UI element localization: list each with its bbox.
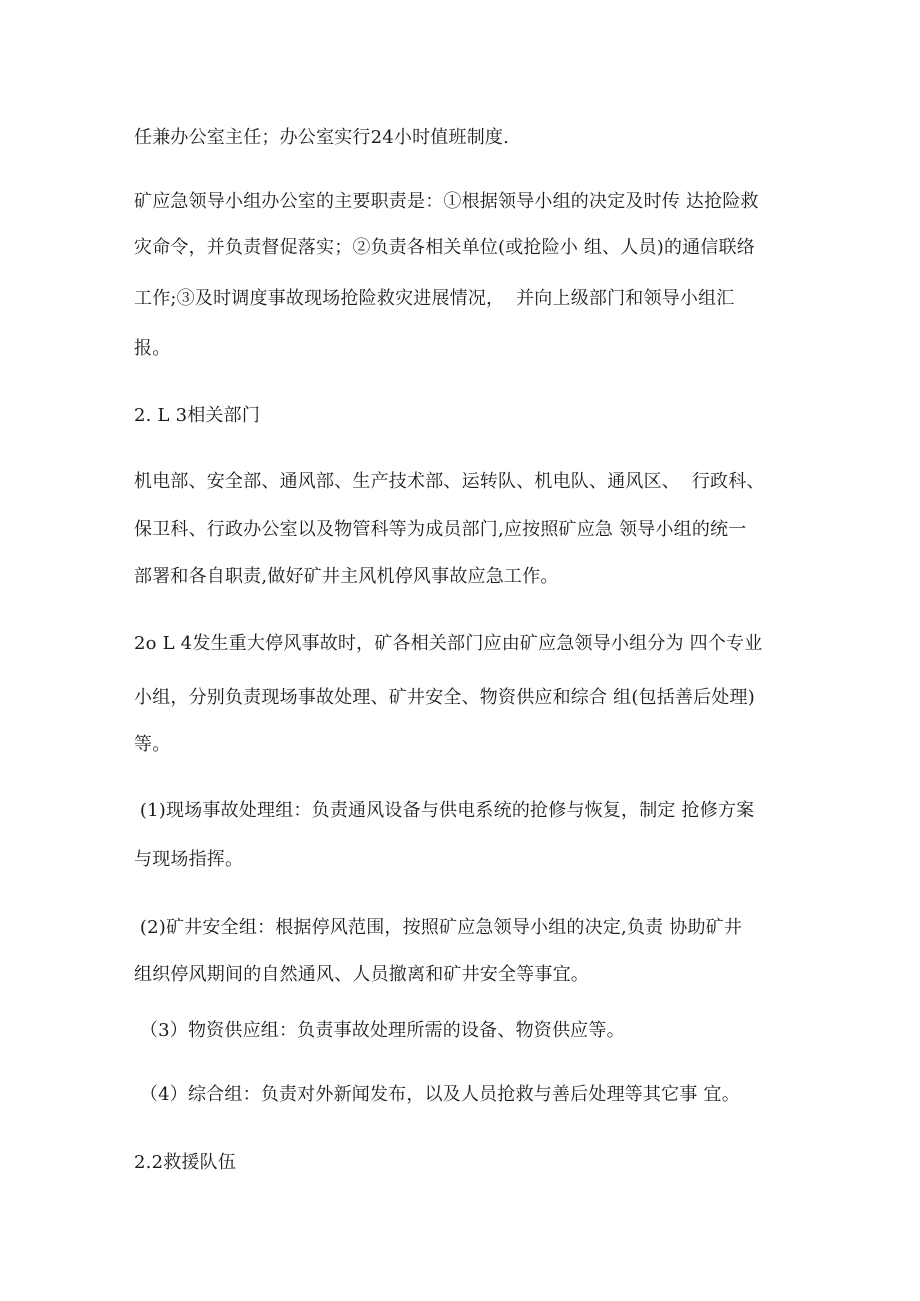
list-item-material-supply: （3）物资供应组：负责事故处理所需的设备、物资供应等。 (134, 1020, 625, 1041)
paragraph-departments-line-2: 保卫科、行政办公室以及物管科等为成员部门,应按照矿应急 领导小组的统一 (134, 519, 747, 540)
list-item-mine-safety-line-2: 组织停风期间的自然通风、人员撤离和矿井安全等事宜。 (134, 964, 589, 985)
paragraph-departments-line-1: 机电部、安全部、通风部、生产技术部、运转队、机电队、通风区、 行政科、 (134, 471, 765, 492)
paragraph-office-duty-line: 任兼办公室主任；办公室实行24小时值班制度. (134, 127, 510, 148)
paragraph-office-responsibilities-line-4: 报。 (134, 338, 171, 359)
paragraph-office-responsibilities-line-1: 矿应急领导小组办公室的主要职责是：①根据领导小组的决定及时传 达抢险救 (134, 191, 759, 212)
section-heading-related-departments: 2. L 3相关部门 (134, 405, 261, 426)
paragraph-major-incident-line-2: 小组，分别负责现场事故处理、矿井安全、物资供应和综合 组(包括善后处理) (134, 687, 755, 708)
paragraph-office-responsibilities-line-2: 灾命令，并负责督促落实；②负责各相关单位(或抢险小 组、人员)的通信联络 (134, 237, 755, 258)
list-item-comprehensive-group: （4）综合组：负责对外新闻发布，以及人员抢救与善后处理等其它事 宜。 (134, 1084, 740, 1105)
list-item-onsite-handling-line-2: 与现场指挥。 (134, 849, 244, 870)
paragraph-major-incident-line-3: 等。 (134, 734, 171, 755)
list-item-onsite-handling-line-1: (1)现场事故处理组：负责通风设备与供电系统的抢修与恢复，制定 抢修方案 (134, 800, 755, 821)
list-item-mine-safety-line-1: (2)矿井安全组：根据停风范围，按照矿应急领导小组的决定,负责 协助矿井 (134, 917, 743, 938)
paragraph-departments-line-3: 部署和各自职责,做好矿井主风机停风事故应急工作。 (134, 566, 559, 587)
paragraph-major-incident-line-1: 2o L 4发生重大停风事故时，矿各相关部门应由矿应急领导小组分为 四个专业 (134, 633, 763, 654)
section-heading-rescue-team: 2.2救援队伍 (134, 1152, 237, 1173)
paragraph-office-responsibilities-line-3: 工作;③及时调度事故现场抢险救灾进展情况， 并向上级部门和领导小组汇 (134, 288, 735, 309)
